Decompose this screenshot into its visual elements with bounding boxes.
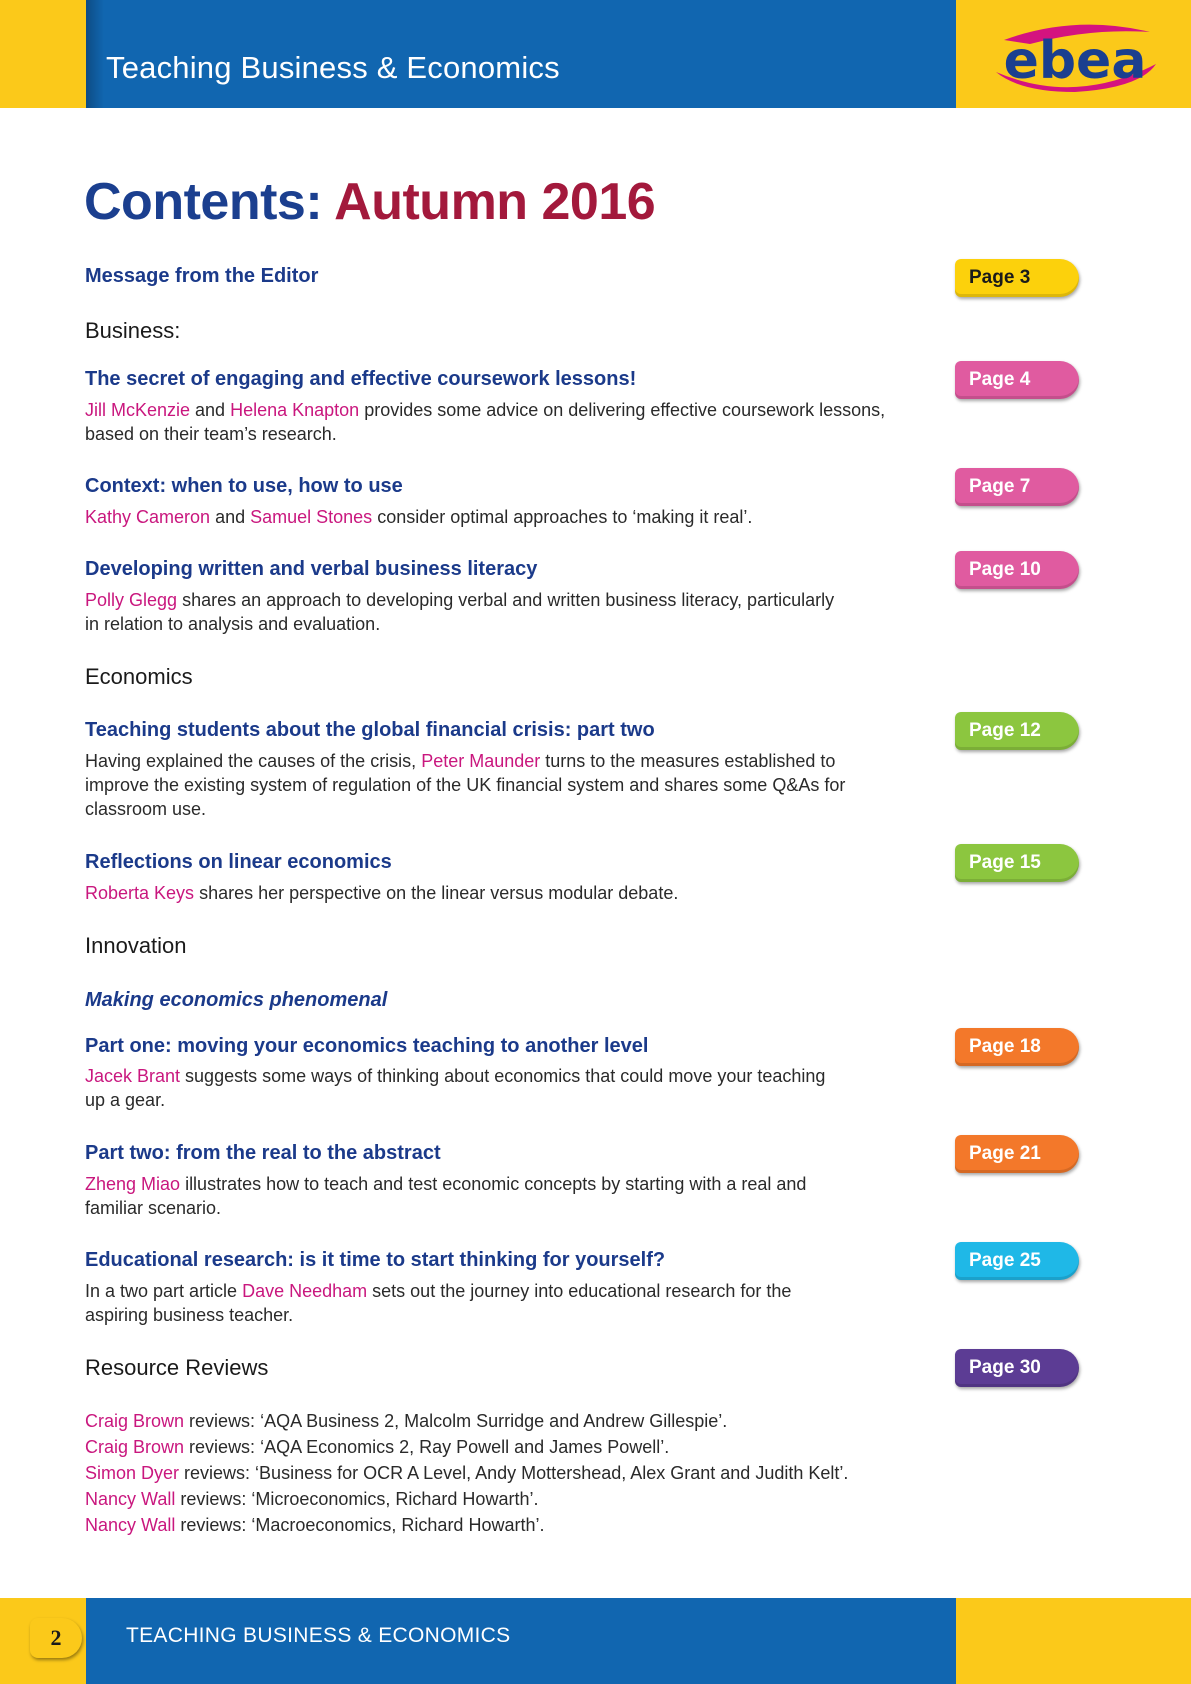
page-badge-21[interactable]: Page 21 [955,1135,1079,1173]
article-desc-literacy: Polly Glegg shares an approach to developing verbal and written business literacy, particularly in relation to analysis and evaluation. [85,590,835,634]
editor-message-link[interactable]: Message from the Editor [85,265,319,287]
article-desc-part-one: Jacek Brant suggests some ways of thinking about economics that could move your teaching up a gear. [85,1066,826,1110]
author-name: Roberta Keys [85,883,195,903]
page-badge-4[interactable]: Page 4 [955,361,1079,399]
article-title-part-two[interactable]: Part two: from the real to the abstract [85,1142,441,1164]
author-name: Jill McKenzie [85,400,191,420]
page-badge-editor[interactable]: Page 3 [955,259,1079,297]
article-title-literacy[interactable]: Developing written and verbal business literacy [85,558,538,580]
author-name: Helena Knapton [230,400,360,420]
footer-yellow-block-right [956,1598,1191,1684]
header-title: Teaching Business & Economics [106,50,560,85]
author-name: Samuel Stones [250,507,373,527]
article-title-educational-research[interactable]: Educational research: is it time to start thinking for yourself? [85,1249,666,1271]
author-name: Craig Brown [85,1437,185,1457]
article-desc-context: Kathy Cameron and Samuel Stones consider optimal approaches to ‘making it real’. [85,507,753,527]
header-yellow-block-left [0,0,86,108]
author-name: Zheng Miao [85,1174,181,1194]
article-title-linear-economics[interactable]: Reflections on linear economics [85,851,392,873]
author-name: Dave Needham [242,1281,368,1301]
section-economics: Economics [85,664,193,689]
author-name: Craig Brown [85,1411,185,1431]
author-name: Jacek Brant [85,1066,181,1086]
article-title-financial-crisis[interactable]: Teaching students about the global financial crisis: part two [85,719,655,741]
article-title-coursework[interactable]: The secret of engaging and effective coursework lessons! [85,368,637,390]
article-desc-financial-crisis: Having explained the causes of the crisis, Peter Maunder turns to the measures established to improve the existing system of regulation of the UK financial system and shares some Q&As for classroom use. [85,751,846,819]
page-badge-18[interactable]: Page 18 [955,1028,1079,1066]
page-badge-15[interactable]: Page 15 [955,844,1079,882]
section-resource-reviews: Resource Reviews [85,1355,269,1380]
article-title-part-one[interactable]: Part one: moving your economics teaching to another level [85,1035,649,1057]
title-season: Autumn 2016 [334,173,656,231]
subheading-economics-phenomenal: Making economics phenomenal [85,989,388,1011]
review-line: Craig Brown reviews: ‘AQA Business 2, Malcolm Surridge and Andrew Gillespie’. [85,1411,728,1431]
article-desc-coursework: Jill McKenzie and Helena Knapton provides some advice on delivering effective coursework lessons, based on their team’s research. [85,400,886,444]
author-name: Kathy Cameron [85,507,211,527]
section-business: Business: [85,318,181,343]
header-shadow [86,0,104,108]
author-name: Nancy Wall [85,1489,176,1509]
page-title [84,172,655,232]
page-badge-30[interactable]: Page 30 [955,1349,1079,1387]
author-name: Simon Dyer [85,1463,180,1483]
article-title-context[interactable]: Context: when to use, how to use [85,475,403,497]
review-line: Craig Brown reviews: ‘AQA Economics 2, Ray Powell and James Powell’. [85,1437,670,1457]
title-prefix: Contents: [84,173,323,231]
article-desc-educational-research: In a two part article Dave Needham sets out the journey into educational research for the aspiring business teacher. [85,1281,792,1325]
article-desc-linear-economics: Roberta Keys shares her perspective on the linear versus modular debate. [85,883,679,903]
author-name: Polly Glegg [85,590,178,610]
svg-text:ebea: ebea [1003,31,1147,91]
review-line: Nancy Wall reviews: ‘Macroeconomics, Richard Howarth’. [85,1515,545,1535]
review-line: Simon Dyer reviews: ‘Business for OCR A Level, Andy Mottershead, Alex Grant and Judith Kelt’. [85,1463,849,1483]
page-badge-7[interactable]: Page 7 [955,468,1079,506]
ebea-logo [990,18,1160,98]
page-badge-10[interactable]: Page 10 [955,551,1079,589]
page-badge-12[interactable]: Page 12 [955,712,1079,750]
footer-title: TEACHING BUSINESS & ECONOMICS [126,1624,511,1647]
author-name: Nancy Wall [85,1515,176,1535]
footer-page-number: 2 [30,1618,82,1658]
article-desc-part-two: Zheng Miao illustrates how to teach and test economic concepts by starting with a real and familiar scenario. [85,1174,807,1218]
author-name: Peter Maunder [421,751,541,771]
page-badge-25[interactable]: Page 25 [955,1242,1079,1280]
section-innovation: Innovation [85,933,187,958]
review-line: Nancy Wall reviews: ‘Microeconomics, Richard Howarth’. [85,1489,539,1509]
